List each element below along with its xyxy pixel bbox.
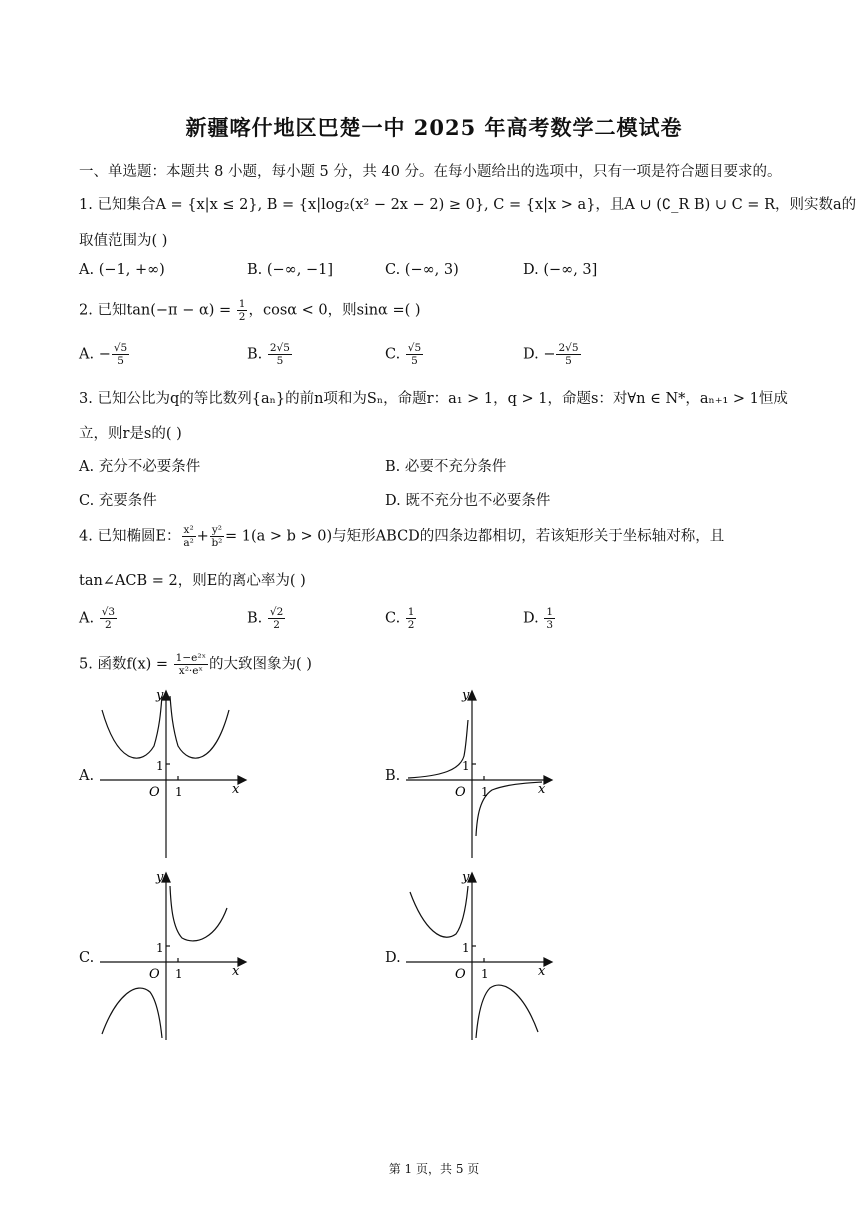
q4-option-a-label: A. (79, 610, 95, 627)
q4-fraction-y-den: b² (211, 537, 223, 550)
q4-option-d-fraction (544, 606, 555, 631)
q5-stem-fraction-den: x²·eˣ (178, 665, 203, 678)
curve-right (476, 985, 538, 1038)
y-one-label: 1 (156, 759, 164, 773)
q4-option-b-den: 2 (273, 619, 280, 632)
q2-option-d[interactable] (523, 342, 582, 367)
q4-option-c-den: 2 (407, 619, 415, 632)
x-one-label: 1 (175, 967, 183, 981)
x-label: x (538, 782, 546, 797)
y-one-label: 1 (156, 941, 164, 955)
q2-option-c[interactable] (385, 342, 424, 367)
x-one-label: 1 (175, 785, 183, 799)
q4-option-b[interactable] (247, 606, 286, 631)
q4-option-a-num: √3 (101, 606, 116, 618)
q4-stem-text-b: = 1(a > b > 0)与矩形ABCD的四条边都相切，若该矩形关于坐标轴对称，且 (224, 528, 725, 545)
q5-stem-fraction (174, 652, 208, 677)
x-label: x (538, 964, 546, 979)
q2-option-c-den: 5 (411, 355, 418, 368)
q2-stem-text-b: ，cosα < 0，则sinα =( ) (248, 302, 421, 319)
q2-option-c-num: √5 (407, 342, 422, 354)
y-label: y (462, 870, 470, 885)
x-label: x (232, 782, 240, 797)
curve-left (102, 696, 162, 758)
q4-option-c-fraction (406, 606, 417, 631)
q2-option-b[interactable] (247, 342, 293, 367)
q5-option-b-label[interactable]: B. (385, 768, 401, 784)
q4-plus: + (196, 528, 209, 545)
y-label: y (156, 688, 164, 703)
q5-graph-d[interactable] (402, 868, 562, 1043)
origin-label: O (455, 785, 466, 800)
q3-option-d[interactable]: D. 既不充分也不必要条件 (385, 493, 551, 509)
q3-stem-line2: 立，则r是s的( ) (79, 426, 182, 442)
q4-option-a-fraction (100, 606, 117, 631)
q4-option-d-den: 3 (546, 619, 554, 632)
q4-option-b-fraction (268, 606, 285, 631)
q2-option-c-fraction (406, 342, 423, 367)
q4-option-b-num: √2 (269, 606, 284, 618)
page-footer: 第 1 页，共 5 页 (388, 1162, 480, 1176)
origin-label: O (149, 785, 160, 800)
q1-option-a[interactable]: A. (−1, +∞) (79, 262, 165, 278)
curve-left (102, 988, 162, 1038)
q2-option-d-fraction (556, 342, 580, 367)
q4-stem-line2: tan∠ACB = 2，则E的离心率为( ) (79, 573, 306, 589)
q4-option-d-num: 1 (546, 606, 554, 618)
q3-option-c[interactable]: C. 充要条件 (79, 493, 157, 509)
section-heading: 一、单选题：本题共 8 小题，每小题 5 分，共 40 分。在每小题给出的选项中，只有一项是符合题目要求的。 (79, 164, 782, 180)
q3-stem-line1: 3. 已知公比为q的等比数列{aₙ}的前n项和为Sₙ，命题r：a₁ > 1，q > 1，命题s：对∀n ∈ N*，aₙ₊₁ > 1恒成 (79, 391, 788, 407)
q4-fraction-y (210, 524, 224, 549)
q4-fraction-x-den: a² (183, 537, 194, 550)
curve-left (408, 720, 468, 778)
y-one-label: 1 (462, 941, 470, 955)
q5-stem-text-b: 的大致图象为( ) (209, 656, 312, 673)
q2-option-b-den: 5 (276, 355, 284, 368)
y-label: y (156, 870, 164, 885)
q2-option-a-sign: − (98, 346, 111, 363)
q2-option-c-label: C. (385, 346, 401, 363)
q5-option-a-label[interactable]: A. (79, 768, 95, 784)
origin-label: O (455, 967, 466, 982)
y-one-label: 1 (462, 759, 470, 773)
q2-option-a-den: 5 (117, 355, 124, 368)
q4-option-a-den: 2 (105, 619, 112, 632)
q2-option-b-num: 2√5 (269, 342, 290, 354)
q2-option-a[interactable] (79, 342, 130, 367)
q2-option-a-num: √5 (113, 342, 128, 354)
q1-option-d[interactable]: D. (−∞, 3] (523, 262, 598, 278)
q4-option-a[interactable] (79, 606, 118, 631)
curve-right (170, 886, 227, 941)
curve-left (410, 886, 468, 937)
q2-option-a-fraction (112, 342, 129, 367)
q2-option-d-num: 2√5 (558, 342, 579, 354)
q4-fraction-x-num: x² (183, 524, 194, 536)
x-one-label: 1 (481, 785, 489, 799)
q5-stem-fraction-num: 1−e²ˣ (175, 652, 207, 664)
q1-option-b[interactable]: B. (−∞, −1] (247, 262, 334, 278)
q2-stem-fraction-num: 1 (238, 298, 246, 310)
q5-graph-c[interactable] (96, 868, 256, 1043)
q2-option-d-sign: − (543, 346, 556, 363)
q4-stem-text-a: 4. 已知椭圆E： (79, 528, 181, 545)
q2-option-b-label: B. (247, 346, 263, 363)
q3-option-b[interactable]: B. 必要不充分条件 (385, 459, 507, 475)
q2-stem (79, 298, 421, 323)
x-one-label: 1 (481, 967, 489, 981)
q2-stem-fraction-den: 2 (238, 311, 246, 324)
q4-option-d[interactable] (523, 606, 556, 631)
q4-fraction-x (182, 524, 196, 549)
page-title: 新疆喀什地区巴楚一中 2025 年高考数学二模试卷 (185, 115, 683, 140)
q5-option-c-label[interactable]: C. (79, 950, 95, 966)
q5-stem (79, 652, 312, 677)
q1-stem-line2: 取值范围为( ) (79, 233, 168, 249)
q5-stem-text-a: 5. 函数f(x) = (79, 656, 173, 673)
q4-option-b-label: B. (247, 610, 263, 627)
q2-stem-text-a: 2. 已知tan(−π − α) = (79, 302, 236, 319)
q4-stem (79, 524, 724, 549)
q5-graph-b[interactable] (402, 686, 562, 861)
q2-option-d-den: 5 (565, 355, 572, 368)
x-label: x (232, 964, 240, 979)
q5-graph-a[interactable] (96, 686, 256, 861)
q2-option-b-fraction (268, 342, 292, 367)
q4-option-c[interactable] (385, 606, 417, 631)
q4-option-d-label: D. (523, 610, 539, 627)
q4-fraction-y-num: y² (211, 524, 222, 536)
y-label: y (462, 688, 470, 703)
q1-stem-line1: 1. 已知集合A = {x|x ≤ 2}, B = {x|log₂(x² − 2x − 2) ≥ 0}, C = {x|x > a}，且A ∪ (∁_R B) ∪ C = R，则实数a的 (79, 197, 857, 213)
q1-option-c[interactable]: C. (−∞, 3) (385, 262, 459, 278)
q4-option-c-label: C. (385, 610, 401, 627)
q2-option-a-label: A. (79, 346, 95, 363)
q4-option-c-num: 1 (407, 606, 415, 618)
q2-stem-fraction (237, 298, 248, 323)
q3-option-a[interactable]: A. 充分不必要条件 (79, 459, 201, 475)
q2-option-d-label: D. (523, 346, 539, 363)
q5-option-d-label[interactable]: D. (385, 950, 401, 966)
origin-label: O (149, 967, 160, 982)
curve-right (170, 696, 229, 758)
